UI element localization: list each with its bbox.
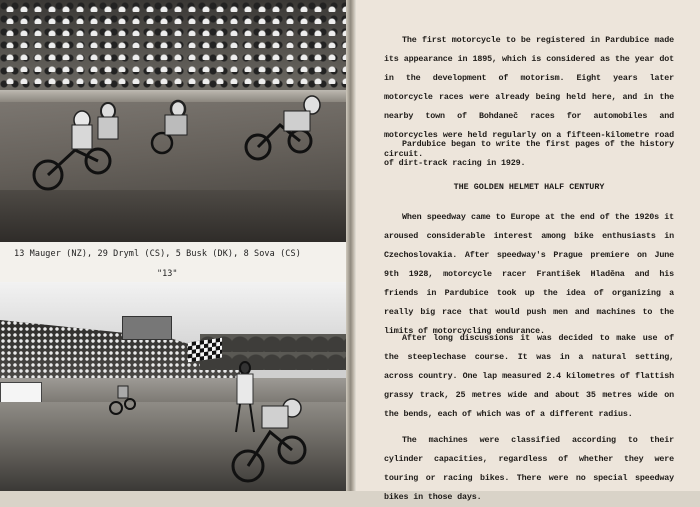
paragraph-2: Pardubice began to write the first pages of the history of dirt-track racing in 1929. (384, 139, 674, 168)
left-page (0, 0, 348, 491)
photo-caption: 13 Mauger (NZ), 29 Dryml (CS), 5 Busk (DK), 8 Sova (CS) (14, 249, 301, 259)
flag-marshal (236, 362, 254, 432)
finish-riders-illustration (0, 282, 346, 491)
paragraph-1: The first motorcycle to be registered in Pardubice made its appearance in 1895, which is considered as the year dot in the development of motorism. Eight years later motorcycle races were already being held here, and in the nearby town of Bohdaneč races for automobiles and motorcycles were held regularly on a fifteen-kilometre road circuit. (384, 35, 674, 159)
speedway-race-photo (0, 0, 346, 242)
distant-rider (110, 386, 135, 414)
crowd (0, 0, 346, 92)
paragraph-3: When speedway came to Europe at the end of the 1920s it aroused considerable interest among bike enthusiasts in Czechoslovakia. After speedway's Prague premiere on June 9th 1928, motorcycle racer František Hladěna and his friends in Pardubice took up the idea of organizing a really big race that would push men and machines to the limits of motorcycling endurance. (384, 212, 674, 336)
rider-5 (152, 101, 187, 153)
paragraph-4: After long discussions it was decided to make use of the steeplechase course. It was in a natural setting, across country. One lap measured 2.4 kilometres of flattish grassy track, 25 metres wide and about 35 metres wide on the bends, each of which was of a different radius. (384, 333, 674, 419)
page-number: "13" (157, 269, 178, 279)
rider-29 (98, 103, 118, 139)
finish-line-photo (0, 282, 346, 491)
book-gutter (346, 0, 356, 491)
section-heading: THE GOLDEN HELMET HALF CENTURY (453, 182, 605, 192)
paragraph-5: The machines were classified according to their cylinder capacities, regardless of whether they were touring or racing bikes. There were no special speedway bikes in those days. (384, 435, 674, 502)
riders-illustration (0, 95, 346, 205)
rider-8 (246, 96, 320, 159)
winning-rider (233, 399, 305, 481)
